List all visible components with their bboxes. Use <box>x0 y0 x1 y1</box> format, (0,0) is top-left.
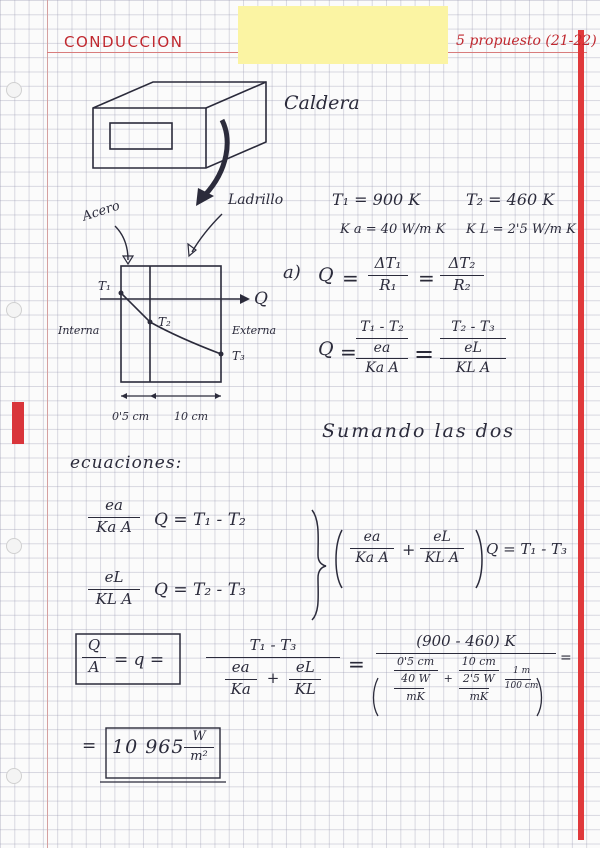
numerator: T₂ - T₃ <box>451 319 495 335</box>
numerator: eL <box>433 529 451 545</box>
steel-thickness: 0'5 cm <box>397 654 435 668</box>
outer-label: Externa <box>232 324 277 337</box>
result-value: 10 965 <box>112 736 185 758</box>
plus-sign: + <box>402 540 416 559</box>
t1-value: T₁ = 900 K <box>332 190 421 209</box>
q-flow-label: Q <box>254 289 268 309</box>
sum-eq1-rhs: Q = T₁ - T₂ <box>154 510 246 530</box>
t2-value: T₂ = 460 K <box>466 190 555 209</box>
fraction-ea-kaa-sum <box>350 530 394 565</box>
brick-label: Ladrillo <box>228 192 284 208</box>
fraction-dt2-r2 <box>440 256 484 294</box>
fraction-dt1-r1 <box>368 256 408 294</box>
brick-thickness: 10 cm <box>461 654 496 668</box>
t2-label: T₂ <box>158 315 171 329</box>
fraction-q-a <box>82 638 106 676</box>
equals: = <box>414 340 435 368</box>
q-flux-equals: = q = <box>114 650 165 670</box>
topic-title: CONDUCCION <box>64 33 184 51</box>
thickness: ea <box>373 339 391 356</box>
equals: = <box>340 340 357 364</box>
conductance: Ka A <box>365 360 399 377</box>
temperature-profile <box>121 293 221 354</box>
inner-label: Interna <box>58 324 100 337</box>
part-a-label: a) <box>283 262 301 283</box>
wall-drawing <box>121 266 221 382</box>
fraction-brick <box>440 320 506 376</box>
numerator: T₁ - T₃ <box>249 636 297 654</box>
q-symbol: Q <box>318 264 334 286</box>
steel-k: 40 W <box>401 672 430 686</box>
kl: KL <box>294 679 316 698</box>
steel-label: Acero <box>80 198 122 225</box>
denominator: KL A <box>424 549 460 566</box>
denominator: Ka A <box>96 517 132 536</box>
kl-value: K L = 2'5 W/m K <box>466 222 576 237</box>
steel-k-unit: mK <box>406 689 425 703</box>
numerator: ΔT₂ <box>448 254 476 272</box>
zoom-arrow <box>205 120 227 195</box>
denominator: Ka A <box>355 549 389 566</box>
ka: Ka <box>230 679 251 698</box>
fraction-final-symbolic <box>206 638 340 697</box>
equals: = <box>82 736 97 756</box>
numerator: eL <box>104 568 124 586</box>
equals: = <box>342 266 359 290</box>
numerator: ΔT₁ <box>374 254 402 272</box>
denominator: R₁ <box>379 275 397 294</box>
equals: = <box>348 652 365 676</box>
text-line-1: Sumando las dos <box>322 420 516 442</box>
thickness: eL <box>464 339 482 356</box>
denominator: R₂ <box>453 275 471 294</box>
conductance: KL A <box>455 360 491 377</box>
numerator: Q <box>87 636 101 654</box>
text-line-2: ecuaciones: <box>70 453 183 473</box>
boiler-label: Caldera <box>284 92 360 114</box>
unit-top: W <box>192 729 206 744</box>
steel-width: 0'5 cm <box>112 410 150 423</box>
numerator: ea <box>105 496 123 514</box>
numerator: (900 - 460) K <box>416 632 516 650</box>
boiler-drawing <box>93 82 266 168</box>
plus-sign: + <box>266 668 280 687</box>
ka-value: K a = 40 W/m K <box>340 222 446 237</box>
ea: ea <box>231 657 250 676</box>
numerator: T₁ - T₂ <box>360 319 404 335</box>
el: eL <box>295 657 315 676</box>
fraction-steel <box>356 320 408 376</box>
denominator: A <box>88 657 100 676</box>
result-unit <box>184 730 214 763</box>
denominator: KL A <box>95 589 133 608</box>
fraction-final-numeric <box>376 634 556 702</box>
unit-bottom: m² <box>190 748 208 764</box>
numerator: ea <box>363 529 381 545</box>
brace <box>312 510 326 620</box>
fraction-el-kla-sum <box>420 530 464 565</box>
fraction-ea-kaa <box>88 498 140 536</box>
conversion-bottom: 100 cm <box>504 681 539 692</box>
fraction-el-kla <box>88 570 140 608</box>
brick-k-unit: mK <box>469 689 489 703</box>
conversion-top: 1 m <box>513 665 531 676</box>
sum-eq2-rhs: Q = T₂ - T₃ <box>154 580 246 600</box>
t3-label: T₃ <box>232 349 245 363</box>
problem-number: 5 propuesto (21-22) <box>456 33 597 49</box>
sum-rhs: Q = T₁ - T₃ <box>486 540 568 558</box>
q-symbol: Q <box>318 338 334 360</box>
t1-label: T₁ <box>98 279 111 293</box>
equals: = <box>418 266 435 290</box>
plus-sign: + <box>443 672 453 686</box>
brick-width: 10 cm <box>174 410 209 423</box>
brick-k: 2'5 W <box>462 672 495 686</box>
equals: = <box>560 650 572 666</box>
